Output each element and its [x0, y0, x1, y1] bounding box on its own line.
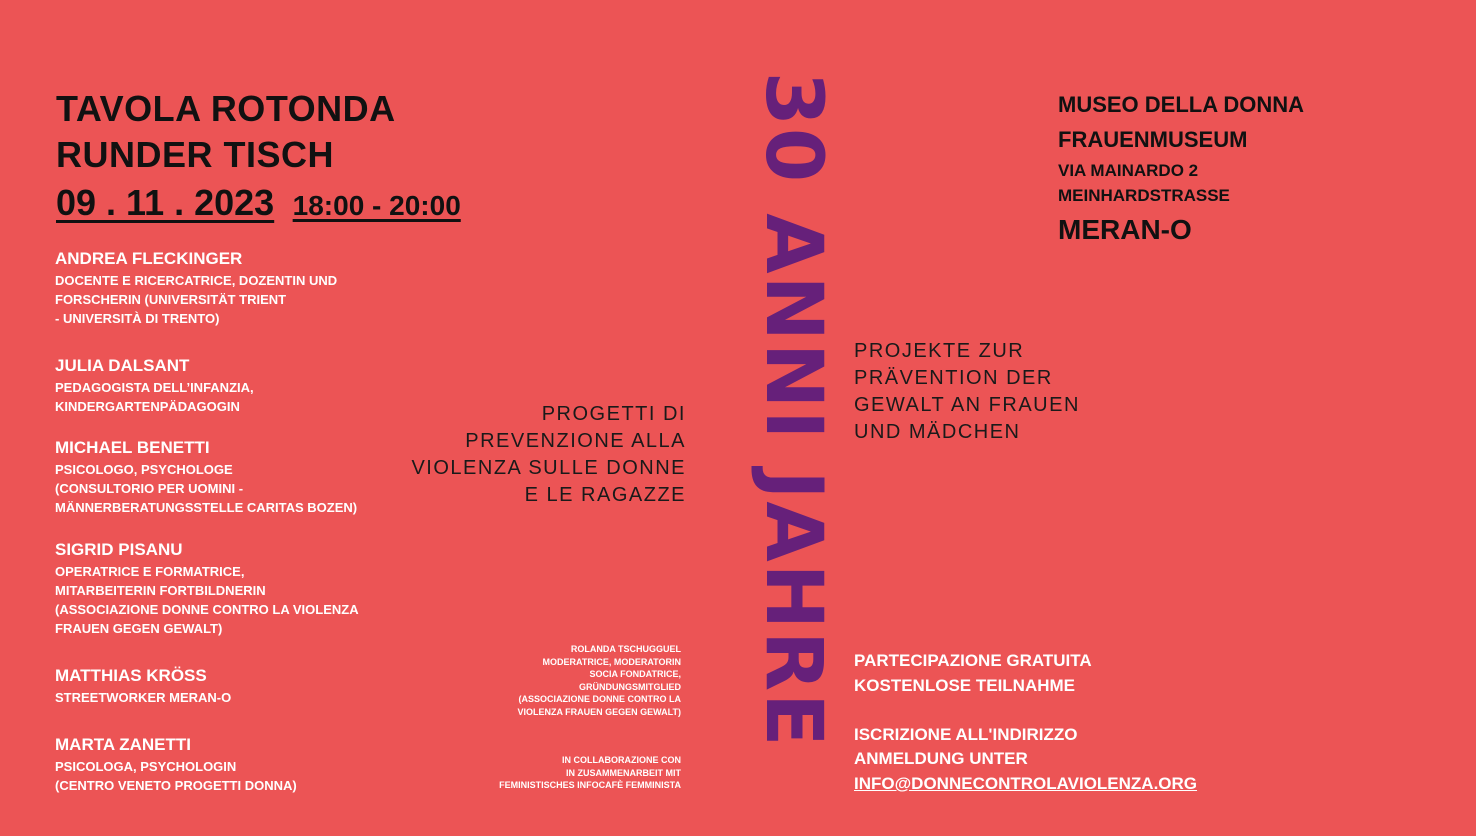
collaboration-info: IN COLLABORAZIONE CON IN ZUSAMMENARBEIT MIT FEMINISTISCHES INFOCAFÈ FEMMINISTA [499, 755, 681, 790]
venue-street-it: VIA MAINARDO 2 [1058, 161, 1199, 180]
tagline-it: PROGETTI DI PREVENZIONE ALLA VIOLENZA SULLE DONNE E LE RAGAZZE [411, 403, 686, 506]
speaker-role: DOCENTE E RICERCATRICE, DOZENTIN UND FORSCHERIN (UNIVERSITÄT TRIENT - UNIVERSITÀ DI TRENTO) [55, 273, 338, 326]
venue-city: MERAN-O [1058, 214, 1192, 245]
speaker-name: MATTHIAS KRÖSS [55, 666, 207, 685]
speaker [55, 437, 357, 517]
speaker-role: PEDAGOGISTA DELL’INFANZIA, KINDERGARTENPÄDAGOGIN [55, 380, 254, 414]
registration-de: ANMELDUNG UNTER [854, 749, 1028, 768]
speaker-name: MARTA ZANETTI [55, 735, 191, 754]
anniversary-banner-text: 30 ANNI JAHRE [748, 71, 838, 749]
speaker-name: JULIA DALSANT [55, 356, 190, 375]
registration-email-row [854, 771, 1197, 796]
anniversary-banner [748, 68, 838, 752]
registration-it: ISCRIZIONE ALL'INDIRIZZO [854, 725, 1078, 744]
venue-name-it: MUSEO DELLA DONNA [1058, 92, 1305, 117]
venue-street-de: MEINHARDSTRASSE [1058, 186, 1230, 205]
speaker-role: OPERATRICE E FORMATRICE, MITARBEITERIN FORTBILDNERIN (ASSOCIAZIONE DONNE CONTRO LA VIOLENZA FRAUEN GEGEN GEWALT) [55, 564, 359, 636]
speaker-name: MICHAEL BENETTI [55, 438, 210, 457]
moderator-info: ROLANDA TSCHUGGUEL MODERATRICE, MODERATORIN SOCIA FONDATRICE, GRÜNDUNGSMITGLIED (ASSOCIAZIONE DONNE CONTRO LA VIOLENZA FRAUEN GEGEN GEWALT) [517, 644, 681, 717]
participation-it: PARTECIPAZIONE GRATUITA [854, 651, 1092, 670]
speaker-name: ANDREA FLECKINGER [55, 249, 243, 268]
speaker [55, 665, 231, 707]
date-time-row [56, 182, 461, 224]
venue-name-de: FRAUENMUSEUM [1058, 127, 1248, 152]
tagline-de: PROJEKTE ZUR PRÄVENTION DER GEWALT AN FRAUEN UND MÄDCHEN [854, 340, 1080, 443]
speaker-role: PSICOLOGA, PSYCHOLOGIN (CENTRO VENETO PROGETTI DONNA) [55, 759, 297, 793]
title-de: RUNDER TISCH [56, 134, 335, 175]
speaker-role: STREETWORKER MERAN-O [55, 690, 232, 705]
title-it: TAVOLA ROTONDA [56, 88, 396, 129]
speaker [55, 248, 337, 328]
event-date: 09 . 11 . 2023 [56, 182, 275, 223]
speaker [55, 355, 254, 416]
speaker [55, 539, 359, 638]
registration-email-link[interactable]: INFO@DONNECONTROLAVIOLENZA.ORG [854, 774, 1198, 793]
speaker [55, 734, 297, 795]
participation-de: KOSTENLOSE TEILNAHME [854, 676, 1076, 695]
speaker-role: PSICOLOGO, PSYCHOLOGE (CONSULTORIO PER UOMINI - MÄNNERBERATUNGSSTELLE CARITAS BOZEN) [55, 462, 358, 515]
event-time: 18:00 - 20:00 [292, 190, 461, 221]
speaker-name: SIGRID PISANU [55, 540, 183, 559]
